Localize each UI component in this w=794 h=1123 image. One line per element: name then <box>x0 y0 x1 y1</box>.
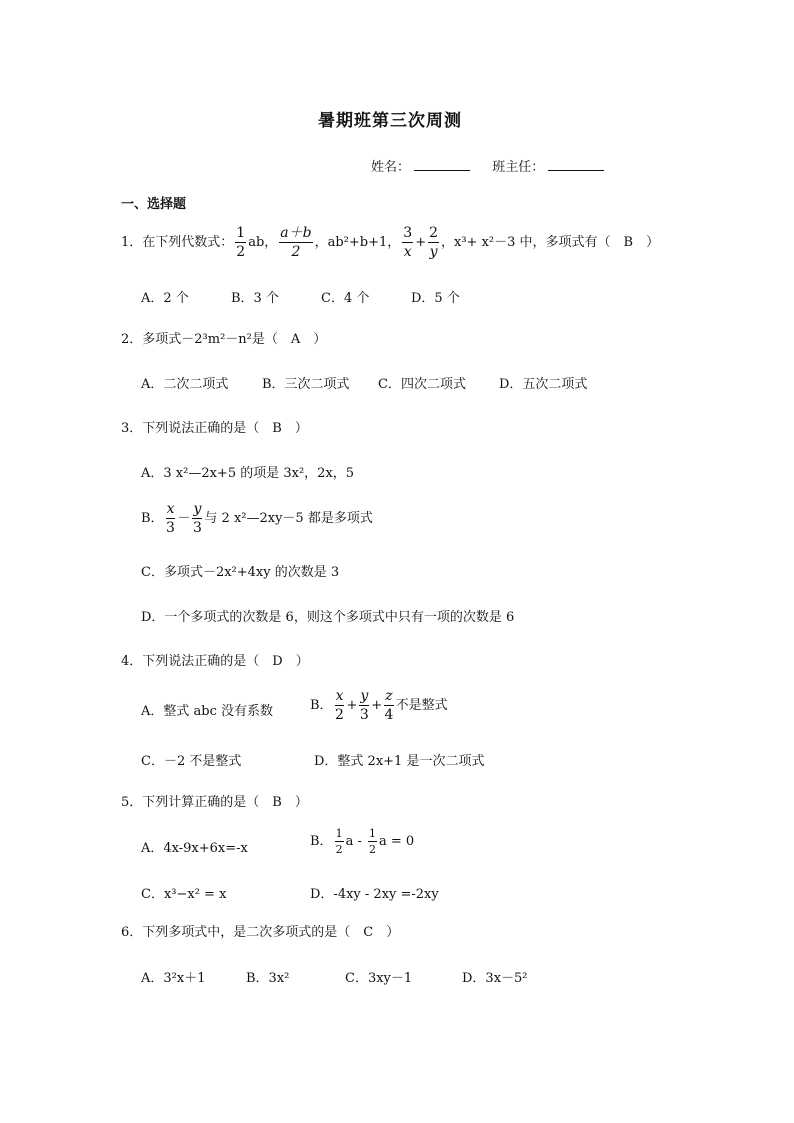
q2-option-d: D．五次二项式 <box>499 377 588 392</box>
q6-option-a: A．3²x＋1 <box>141 971 206 986</box>
question-2-stem: 2．多项式－2³m²－n²是（ A ） <box>121 332 327 347</box>
q4-option-b: B． $\frac{x}{2}$ + $\frac{y}{3}$ + $\frac{z}{4}$ 不是整式 <box>310 688 448 723</box>
teacher-label: 班主任： <box>492 160 545 175</box>
q1-option-a: A．2 个 <box>141 291 189 306</box>
q2-option-b: B．三次二项式 <box>262 377 350 392</box>
q4-fraction-2: $\frac{y}{3}$ <box>359 688 369 723</box>
section-heading-choice: 一、选择题 <box>121 197 187 212</box>
q4-fraction-3: $\frac{z}{4}$ <box>384 688 394 723</box>
q5-option-a: A．4x-9x+6x=-x <box>141 841 248 856</box>
q3-fraction-2: $\frac{y}{3}$ <box>192 501 202 536</box>
q1-text-end: ，x³+ x²－3 中，多项式有（ B ） <box>441 235 660 250</box>
q6-option-b: B．3x² <box>246 971 290 986</box>
q4-fraction-1: $\frac{x}{2}$ <box>335 688 344 723</box>
question-5-stem: 5．下列计算正确的是（ B ） <box>121 795 308 810</box>
page-title: 暑期班第三次周测 <box>318 111 462 131</box>
q6-option-d: D．3x－5² <box>462 971 528 986</box>
q4-option-a: A．整式 abc 没有系数 <box>141 704 274 719</box>
q1-option-d: D．5 个 <box>411 291 460 306</box>
q1-fraction-4: $\frac{2}{y}$ <box>429 225 439 260</box>
question-1-stem <box>121 226 659 259</box>
q1-plus: + <box>415 235 427 250</box>
name-label: 姓名： <box>371 160 411 175</box>
q4-option-d: D．整式 2x+1 是一次二项式 <box>314 754 485 769</box>
question-4-stem: 4．下列说法正确的是（ D ） <box>121 654 309 669</box>
q1-text-ab: ab， <box>248 235 278 250</box>
q1-fraction-1: $\frac{1}{2}$ <box>236 225 246 260</box>
q3-option-d: D．一个多项式的次数是 6，则这个多项式中只有一项的次数是 6 <box>141 610 515 625</box>
question-3-stem: 3．下列说法正确的是（ B ） <box>121 421 308 436</box>
q2-option-c: C．四次二项式 <box>378 377 466 392</box>
header-fields <box>371 156 608 175</box>
q3-option-a: A．3 x²—2x+5 的项是 3x²，2x，5 <box>141 466 355 481</box>
q1-fraction-3: $\frac{3}{x}$ <box>403 225 413 260</box>
q6-option-c: C．3xy－1 <box>345 971 413 986</box>
teacher-blank <box>548 158 604 171</box>
q5-option-c: C．x³−x² = x <box>141 887 227 902</box>
q1-fraction-2: $\frac{a+b}{2}$ <box>280 225 312 260</box>
q1-option-b: B．3 个 <box>231 291 279 306</box>
q1-text-a: 1．在下列代数式： <box>121 235 234 250</box>
q3-fraction-1: $\frac{x}{3}$ <box>166 501 175 536</box>
name-blank <box>414 158 470 171</box>
q1-text-mid: ，ab²+b+1， <box>314 235 401 250</box>
q1-option-c: C．4 个 <box>321 291 370 306</box>
q2-option-a: A．二次二项式 <box>141 377 229 392</box>
q5-option-d: D．-4xy - 2xy =-2xy <box>310 887 439 902</box>
q5-option-b: B． $\frac{1}{2}$ a - $\frac{1}{2}$ a = 0 <box>310 827 415 856</box>
q5-fraction-2: $\frac{1}{2}$ <box>368 827 376 856</box>
q3-option-c: C．多项式－2x²+4xy 的次数是 3 <box>141 565 340 580</box>
question-6-stem: 6．下列多项式中，是二次多项式的是（ C ） <box>121 925 400 940</box>
q5-fraction-1: $\frac{1}{2}$ <box>335 827 343 856</box>
q3-option-b: B． $\frac{x}{3}$ － $\frac{y}{3}$ 与 2 x²—2xy－5 都是多项式 <box>141 501 373 536</box>
q4-option-c: C．－2 不是整式 <box>141 754 242 769</box>
